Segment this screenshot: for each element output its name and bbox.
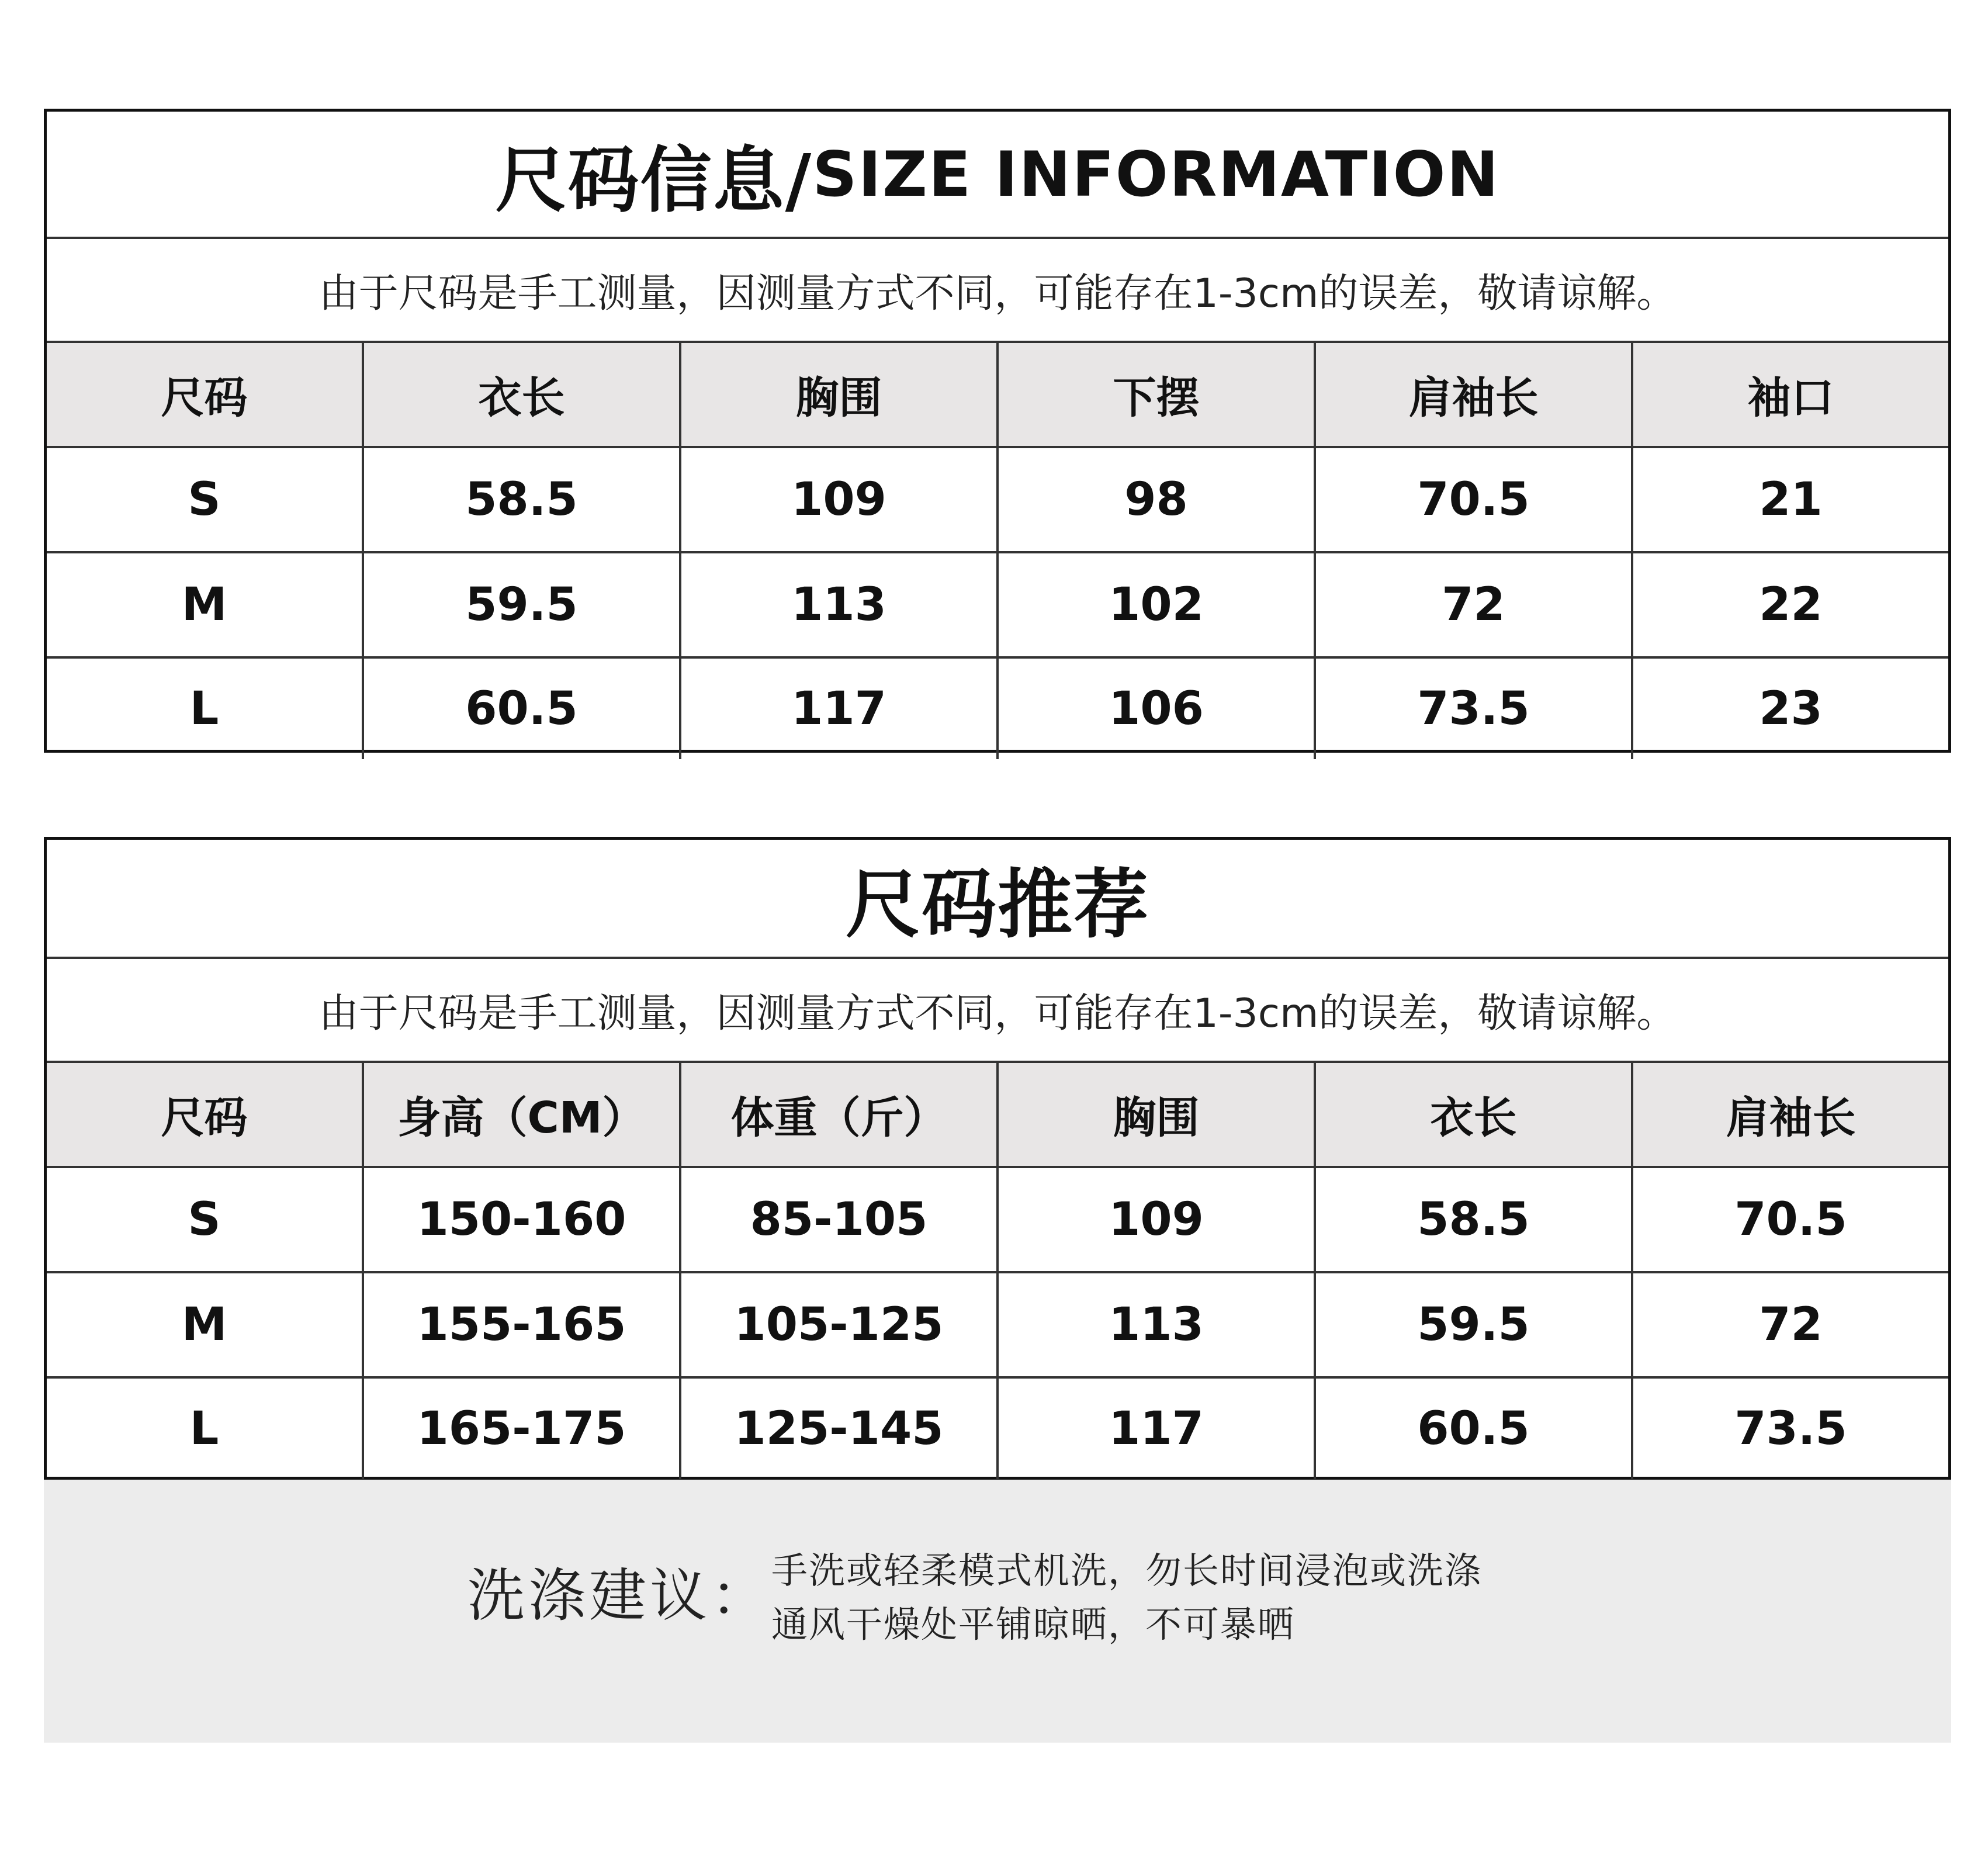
washing-advice-text <box>771 1544 1482 1651</box>
table-cell: 60.5 <box>1316 1379 1633 1479</box>
size-information-table <box>44 109 1951 753</box>
size-grid <box>47 343 1948 759</box>
table-cell: M <box>47 553 364 656</box>
header-cell: 尺码 <box>47 343 364 446</box>
table-cell: 73.5 <box>1316 659 1633 759</box>
header-cell: 肩袖长 <box>1316 343 1633 446</box>
washing-advice-label: 洗涤建议： <box>467 1563 772 1629</box>
table-cell: 113 <box>999 1273 1316 1376</box>
table-cell: 21 <box>1759 473 1823 526</box>
measurement-note: 由于尺码是手工测量，因测量方式不同，可能存在1-3cm的误差，敬请谅解。 <box>47 959 1948 1063</box>
table-cell: S <box>47 1168 364 1271</box>
table-cell: 58.5 <box>1316 1168 1633 1271</box>
table-cell: 85-105 <box>681 1168 999 1271</box>
washing-advice-panel <box>44 1480 1951 1743</box>
table-row <box>47 448 1948 553</box>
table-cell: 58.5 <box>364 448 681 551</box>
table-row <box>47 1273 1948 1379</box>
table-cell: 105-125 <box>681 1273 999 1376</box>
table-cell: 109 <box>681 448 999 551</box>
table-cell: 73.5 <box>1734 1403 1847 1455</box>
header-cell: 衣长 <box>1316 1063 1633 1166</box>
header-cell: 肩袖长 <box>1726 1093 1856 1143</box>
table-cell: 109 <box>999 1168 1316 1271</box>
table-row <box>47 1379 1948 1479</box>
size-recommend-title: 尺码推荐 <box>47 840 1948 959</box>
table-cell: 117 <box>999 1379 1316 1479</box>
table-cell: 165-175 <box>364 1379 681 1479</box>
title-cn: 尺码信息/ <box>495 138 813 222</box>
title-en: SIZE INFORMATION <box>812 138 1500 210</box>
header-cell: 胸围 <box>999 1063 1316 1166</box>
table-row <box>47 553 1948 659</box>
header-cell: 袖口 <box>1747 373 1834 423</box>
header-cell: 身高（CM） <box>364 1063 681 1166</box>
table-cell: 150-160 <box>364 1168 681 1271</box>
size-recommend-table <box>44 837 1951 1480</box>
table-cell: 22 <box>1759 579 1823 631</box>
table-cell: S <box>47 448 364 551</box>
size-information-title <box>47 112 1948 239</box>
table-cell: L <box>47 1379 364 1479</box>
table-cell: 59.5 <box>1316 1273 1633 1376</box>
table-cell: 102 <box>999 553 1316 656</box>
table-cell: 98 <box>999 448 1316 551</box>
table-cell: 113 <box>681 553 999 656</box>
recommend-grid <box>47 1063 1948 1479</box>
header-row <box>47 1063 1948 1168</box>
washing-advice-line-2: 通风干燥处平铺晾晒，不可暴晒 <box>771 1603 1296 1646</box>
header-cell: 下摆 <box>999 343 1316 446</box>
header-cell: 胸围 <box>681 343 999 446</box>
washing-advice-line-1: 手洗或轻柔模式机洗，勿长时间浸泡或洗涤 <box>771 1549 1483 1592</box>
table-cell: 60.5 <box>364 659 681 759</box>
table-cell: 72 <box>1759 1299 1823 1351</box>
table-cell: 23 <box>1759 683 1823 735</box>
header-row <box>47 343 1948 448</box>
table-cell: 117 <box>681 659 999 759</box>
header-cell: 衣长 <box>364 343 681 446</box>
header-cell: 尺码 <box>47 1063 364 1166</box>
table-cell: 59.5 <box>364 553 681 656</box>
table-cell: 106 <box>999 659 1316 759</box>
table-cell: 125-145 <box>681 1379 999 1479</box>
table-cell: 155-165 <box>364 1273 681 1376</box>
header-cell: 体重（斤） <box>681 1063 999 1166</box>
table-cell: 70.5 <box>1316 448 1633 551</box>
table-cell: L <box>47 659 364 759</box>
table-cell: 70.5 <box>1734 1193 1847 1246</box>
table-row <box>47 659 1948 759</box>
table-cell: M <box>47 1273 364 1376</box>
table-row <box>47 1168 1948 1273</box>
table-cell: 72 <box>1316 553 1633 656</box>
measurement-note: 由于尺码是手工测量，因测量方式不同，可能存在1-3cm的误差，敬请谅解。 <box>47 239 1948 343</box>
